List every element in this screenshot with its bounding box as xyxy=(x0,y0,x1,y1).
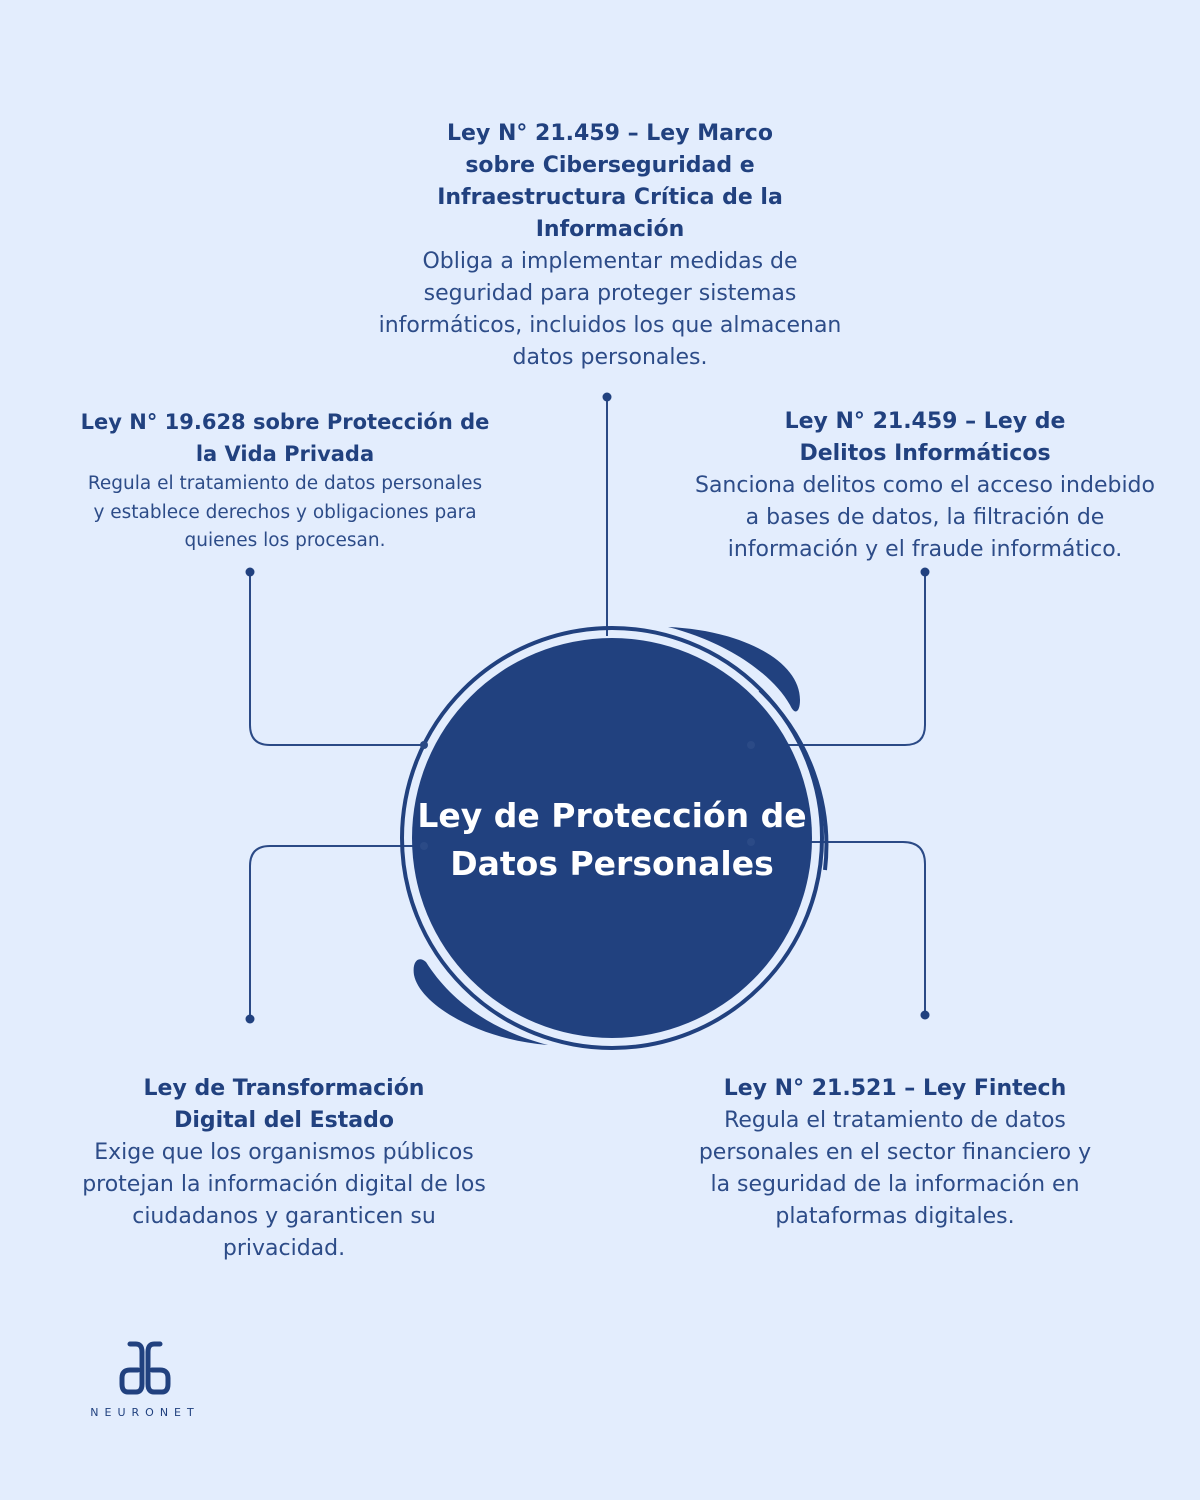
connector-dot-bottom-right xyxy=(921,1011,930,1020)
node-top-left xyxy=(80,406,490,556)
neuronet-logo-icon xyxy=(118,1340,172,1396)
node-top-right xyxy=(690,406,1160,566)
node-bottom-right xyxy=(690,1073,1100,1233)
node-top-description: Obliga a implementar medidas de seguridad para proteger sistemas informáticos, incluidos los que almacenan datos personales. xyxy=(378,249,842,370)
center-dot-top-left xyxy=(420,741,428,749)
connector-dot-top xyxy=(603,393,612,402)
node-top-left-title: Ley N° 19.628 sobre Protección de la Vida Privada xyxy=(80,410,490,466)
node-bottom-left xyxy=(80,1073,488,1265)
node-bottom-left-title: Ley de Transformación Digital del Estado xyxy=(143,1076,425,1133)
node-top-right-description: Sanciona delitos como el acceso indebido a bases de datos, la filtración de información y el fraude informático. xyxy=(694,473,1155,562)
connector-bottom-left xyxy=(250,846,424,1019)
connector-top-right xyxy=(751,572,925,745)
node-bottom-right-title: Ley N° 21.521 – Ley Fintech xyxy=(723,1076,1067,1101)
connector-dot-top-left xyxy=(246,568,255,577)
node-bottom-left-description: Exige que los organismos públicos protejan la información digital de los ciudadanos y garanticen su privacidad. xyxy=(82,1140,486,1261)
node-top-left-description: Regula el tratamiento de datos personales y establece derechos y obligaciones para quienes los procesan. xyxy=(87,473,483,551)
center-dot-top-right xyxy=(747,741,755,749)
connector-top-left xyxy=(250,572,424,745)
center-title: Ley de Protección de Datos Personales xyxy=(417,796,807,883)
brand-logo xyxy=(60,1340,230,1430)
node-bottom-right-description: Regula el tratamiento de datos personales en el sector financiero y la seguridad de la información en plataformas digitales. xyxy=(698,1108,1092,1229)
node-top xyxy=(370,118,850,374)
connector-dot-bottom-left xyxy=(246,1015,255,1024)
brand-name: NEURONET xyxy=(90,1406,200,1419)
node-top-right-title: Ley N° 21.459 – Ley de Delitos Informáticos xyxy=(784,409,1066,466)
connector-dot-top-right xyxy=(921,568,930,577)
node-top-title: Ley N° 21.459 – Ley Marco sobre Ciberseguridad e Infraestructura Crítica de la Información xyxy=(437,121,783,242)
